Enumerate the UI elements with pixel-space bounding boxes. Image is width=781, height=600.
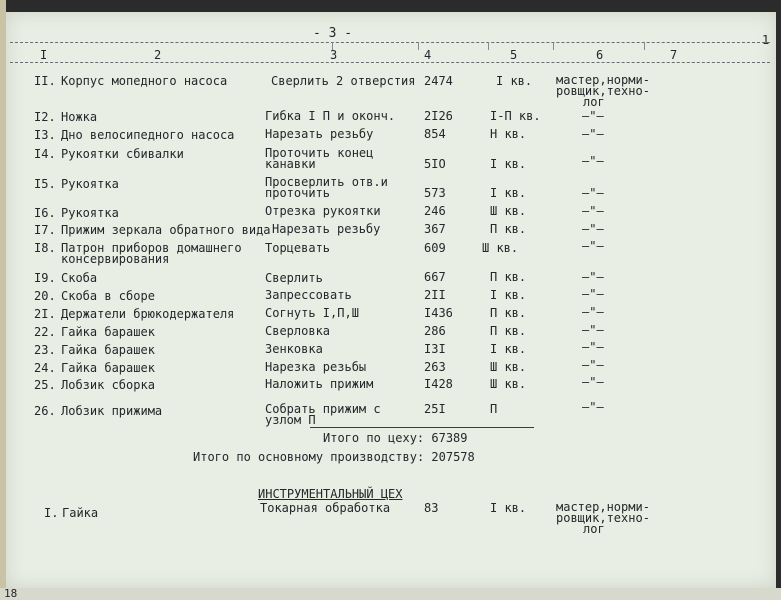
category: П кв. — [490, 222, 527, 236]
part-name-line-2: консервирования — [61, 252, 170, 266]
category: П кв. — [490, 306, 527, 320]
code: 5IO — [424, 157, 446, 171]
row-number: 24. — [34, 361, 56, 375]
part-name: Рукоятки сбивалки — [61, 147, 184, 161]
operation-line-2: узлом П — [265, 413, 316, 427]
part-name: Рукоятка — [61, 206, 119, 220]
part-name: Гайка — [62, 506, 99, 520]
operation: Запрессовать — [265, 288, 352, 302]
row-number: I. — [44, 506, 59, 520]
category: I кв. — [490, 501, 527, 515]
code: 263 — [424, 360, 446, 374]
code: I3I — [424, 342, 446, 356]
operation: Торцевать — [265, 241, 331, 255]
responsible: –"– — [582, 305, 604, 319]
responsible-line-2: ровщик,техно- — [556, 84, 650, 98]
category: Ш кв. — [490, 204, 527, 218]
row-number: 23. — [34, 343, 56, 357]
category: I-П кв. — [490, 109, 541, 123]
code: 2I26 — [424, 109, 453, 123]
code: 246 — [424, 204, 446, 218]
row-number: 20. — [34, 289, 56, 303]
corner-mark: 1 — [762, 33, 770, 47]
code: 573 — [424, 186, 446, 200]
responsible: –"– — [582, 239, 604, 253]
responsible: –"– — [582, 127, 604, 141]
header-col-4: 4 — [424, 48, 432, 62]
responsible-line-2: ровщик,техно- — [556, 511, 650, 525]
part-name: Скоба в сборе — [61, 289, 155, 303]
code: 25I — [424, 402, 446, 416]
operation-line-2: канавки — [265, 157, 316, 171]
header-col-2: 2 — [154, 48, 162, 62]
responsible: –"– — [582, 340, 604, 354]
operation: Проточить конец — [265, 146, 374, 160]
header-col-7: 7 — [670, 48, 678, 62]
row-number: II. — [34, 74, 56, 88]
responsible: –"– — [582, 154, 604, 168]
row-number: I2. — [34, 110, 56, 124]
row-number: 22. — [34, 325, 56, 339]
responsible: –"– — [582, 287, 604, 301]
responsible: –"– — [582, 186, 604, 200]
header-col-6: 6 — [596, 48, 604, 62]
operation: Собрать прижим с — [265, 402, 381, 416]
part-name: Лобзик прижима — [61, 404, 163, 418]
header-col-1: I — [40, 48, 48, 62]
responsible: –"– — [582, 109, 604, 123]
part-name: Гайка барашек — [61, 361, 155, 375]
row-number: I7. — [34, 223, 56, 237]
operation: Сверлить — [265, 271, 323, 285]
category: Н кв. — [490, 127, 527, 141]
code: 2II — [424, 288, 446, 302]
responsible-line-3: лог — [583, 522, 605, 536]
part-name: Гайка барашек — [61, 325, 155, 339]
operation: Нарезать резьбу — [272, 222, 381, 236]
code: 83 — [424, 501, 439, 515]
responsible: –"– — [582, 204, 604, 218]
row-number: 2I. — [34, 307, 56, 321]
header-bottom-rule — [10, 62, 770, 63]
header-tick — [488, 42, 489, 50]
row-number: 25. — [34, 378, 56, 392]
row-number: I4. — [34, 147, 56, 161]
total-main-production: Итого по основному производству: 207578 — [193, 450, 475, 464]
code: 609 — [424, 241, 446, 255]
footer-mark: 18 — [4, 587, 18, 600]
operation: Зенковка — [265, 342, 323, 356]
operation: Нарезка резьбы — [265, 360, 367, 374]
category: Ш кв. — [490, 360, 527, 374]
operation-line-2: проточить — [265, 186, 331, 200]
category: Ш кв. — [490, 377, 527, 391]
category: I кв. — [490, 288, 527, 302]
page-number: - 3 - — [313, 26, 353, 41]
operation: Просверлить отв.и — [265, 175, 388, 189]
code: 667 — [424, 270, 446, 284]
row-number: 26. — [34, 404, 56, 418]
responsible: –"– — [582, 400, 604, 414]
operation: Нарезать резьбу — [265, 127, 374, 141]
part-name: Ножка — [61, 110, 98, 124]
part-name: Скоба — [61, 271, 98, 285]
responsible: –"– — [582, 222, 604, 236]
code: I428 — [424, 377, 453, 391]
category: I кв. — [490, 186, 527, 200]
header-tick — [553, 42, 554, 50]
part-name: Патрон приборов домашнего — [61, 241, 242, 255]
category: I кв. — [490, 157, 527, 171]
part-name: Гайка барашек — [61, 343, 155, 357]
part-name: Держатели брюкодержателя — [61, 307, 235, 321]
header-col-3: 3 — [330, 48, 338, 62]
header-top-rule — [10, 42, 770, 43]
row-number: I5. — [34, 177, 56, 191]
code: 2474 — [424, 74, 453, 88]
part-name: Прижим зеркала обратного вида — [61, 223, 271, 237]
operation: Токарная обработка — [260, 501, 391, 515]
operation: Согнуть I,П,Ш — [265, 306, 359, 320]
header-tick — [644, 42, 645, 50]
category: П кв. — [490, 270, 527, 284]
code: 367 — [424, 222, 446, 236]
responsible: –"– — [582, 270, 604, 284]
responsible: мастер,норми- — [556, 73, 650, 87]
row-number: I6. — [34, 206, 56, 220]
category: Ш кв. — [482, 241, 519, 255]
code: 854 — [424, 127, 446, 141]
responsible: –"– — [582, 358, 604, 372]
row-number: I9. — [34, 271, 56, 285]
header-tick — [418, 42, 419, 50]
part-name: Рукоятка — [61, 177, 119, 191]
operation: Сверловка — [265, 324, 331, 338]
responsible: –"– — [582, 375, 604, 389]
operation: Сверлить 2 отверстия — [271, 74, 416, 88]
category: П — [490, 402, 498, 416]
operation: Наложить прижим — [265, 377, 374, 391]
header-col-5: 5 — [510, 48, 518, 62]
total-shop: Итого по цеху: 67389 — [323, 431, 468, 445]
code: 286 — [424, 324, 446, 338]
responsible-line-3: лог — [583, 95, 605, 109]
part-name: Корпус мопедного насоса — [61, 74, 228, 88]
operation: Гибка I П и оконч. — [265, 109, 396, 123]
operation: Отрезка рукоятки — [265, 204, 381, 218]
part-name: Лобзик сборка — [61, 378, 155, 392]
row-number: I3. — [34, 128, 56, 142]
page-bottom-edge — [0, 588, 781, 600]
code: I436 — [424, 306, 453, 320]
category: I кв. — [490, 342, 527, 356]
row-number: I8. — [34, 241, 56, 255]
part-name: Дно велосипедного насоса — [61, 128, 235, 142]
responsible: –"– — [582, 323, 604, 337]
category: I кв. — [496, 74, 533, 88]
responsible: мастер,норми- — [556, 500, 650, 514]
section-title: ИНСТРУМЕНТАЛЬНЫЙ ЦЕХ — [258, 487, 403, 501]
category: П кв. — [490, 324, 527, 338]
total-rule — [310, 427, 534, 428]
